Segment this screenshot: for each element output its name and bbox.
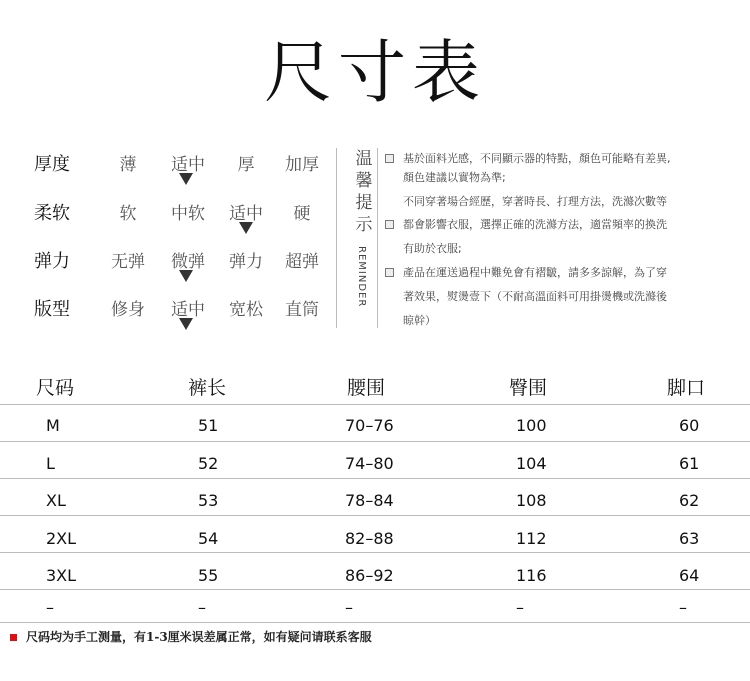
table-cell: – [345,598,353,617]
table-cell: 64 [679,566,700,585]
selection-arrow-icon [179,270,193,282]
divider-line [336,148,337,328]
table-divider [0,515,750,516]
table-cell: 100 [516,416,547,435]
option: 宽松 [229,300,263,320]
column-header: 脚口 [667,377,706,399]
reminder-line: 產品在運送過程中難免會有褶皺，請多多諒解，為了穿 [403,266,667,279]
reminder-line: 晾幹） [403,314,436,327]
measurement-note: 尺码均为手工测量，有1-3厘米误差属正常，如有疑问请联系客服 [26,630,372,644]
table-cell: 55 [198,566,219,585]
table-cell: 78–84 [345,491,394,510]
table-cell: 104 [516,454,547,473]
table-cell: – [516,598,524,617]
table-cell: 108 [516,491,547,510]
option-selected: 适中 [171,155,205,175]
table-divider [0,441,750,442]
table-cell: 62 [679,491,700,510]
table-cell: 54 [198,529,219,548]
selection-arrow-icon [179,173,193,185]
reminder-line: 都會影響衣服，選擇正確的洗滌方法，適當頻率的換洗 [403,218,667,231]
table-cell: 60 [679,416,700,435]
option: 无弹 [111,252,145,272]
table-divider [0,589,750,590]
table-cell: 74–80 [345,454,394,473]
table-cell: 51 [198,416,219,435]
option: 弹力 [229,252,263,272]
table-cell: M [46,416,60,435]
option-selected: 微弹 [171,252,205,272]
option: 软 [119,204,137,224]
option: 硬 [293,204,311,224]
divider-line [377,148,378,328]
option: 直筒 [285,300,319,320]
table-cell: 82–88 [345,529,394,548]
selection-arrow-icon [239,222,253,234]
column-header: 裤长 [188,377,227,399]
table-cell: 112 [516,529,547,548]
table-cell: XL [46,491,66,510]
reminder-subtitle-text: REMINDER [356,246,367,308]
bullet-icon [385,268,394,277]
page-title: 尺寸表 [263,34,486,113]
table-divider [0,552,750,553]
reminder-line: 顏色建議以實物為準; [403,171,506,184]
property-label-thickness: 厚度 [34,154,70,175]
option: 加厚 [285,155,319,175]
selection-arrow-icon [179,318,193,330]
option: 修身 [111,300,145,320]
note-marker-icon [10,634,17,641]
table-cell: 63 [679,529,700,548]
property-label-elasticity: 弹力 [34,251,70,272]
reminder-subtitle [356,246,370,316]
property-label-fit: 版型 [34,299,70,320]
reminder-line: 有助於衣服; [403,242,462,255]
reminder-title-char: 馨 [355,171,373,191]
table-cell: 52 [198,454,219,473]
bullet-icon [385,220,394,229]
table-cell: 2XL [46,529,77,548]
reminder-line: 著效果，熨燙壹下（不耐高溫面料可用掛燙機或洗滌後 [403,290,667,303]
reminder-line: 基於面料光感，不同顯示器的特點，顏色可能略有差異, [403,152,671,165]
reminder-title-char: 示 [355,215,373,235]
table-cell: – [198,598,206,617]
option-selected: 适中 [171,300,205,320]
reminder-title-char: 温 [355,149,373,169]
option: 厚 [237,155,255,175]
table-cell: – [679,598,687,617]
property-label-softness: 柔软 [34,203,70,224]
option: 薄 [119,155,137,175]
option: 超弹 [285,252,319,272]
table-cell: 53 [198,491,219,510]
reminder-line: 不同穿著場合經歷，穿著時長、打理方法，洗滌次數等 [403,195,667,208]
reminder-title-char: 提 [355,193,373,213]
table-cell: 61 [679,454,700,473]
option: 中软 [171,204,205,224]
table-cell: – [46,598,54,617]
column-header: 臀围 [509,377,548,399]
column-header: 腰围 [347,377,386,399]
table-cell: L [46,454,55,473]
table-cell: 3XL [46,566,77,585]
table-divider [0,622,750,623]
table-cell: 70–76 [345,416,394,435]
bullet-icon [385,154,394,163]
table-cell: 116 [516,566,547,585]
option-selected: 适中 [229,204,263,224]
table-divider [0,404,750,405]
reminder-title [353,148,375,236]
column-header: 尺码 [36,377,75,399]
table-divider [0,478,750,479]
table-cell: 86–92 [345,566,394,585]
